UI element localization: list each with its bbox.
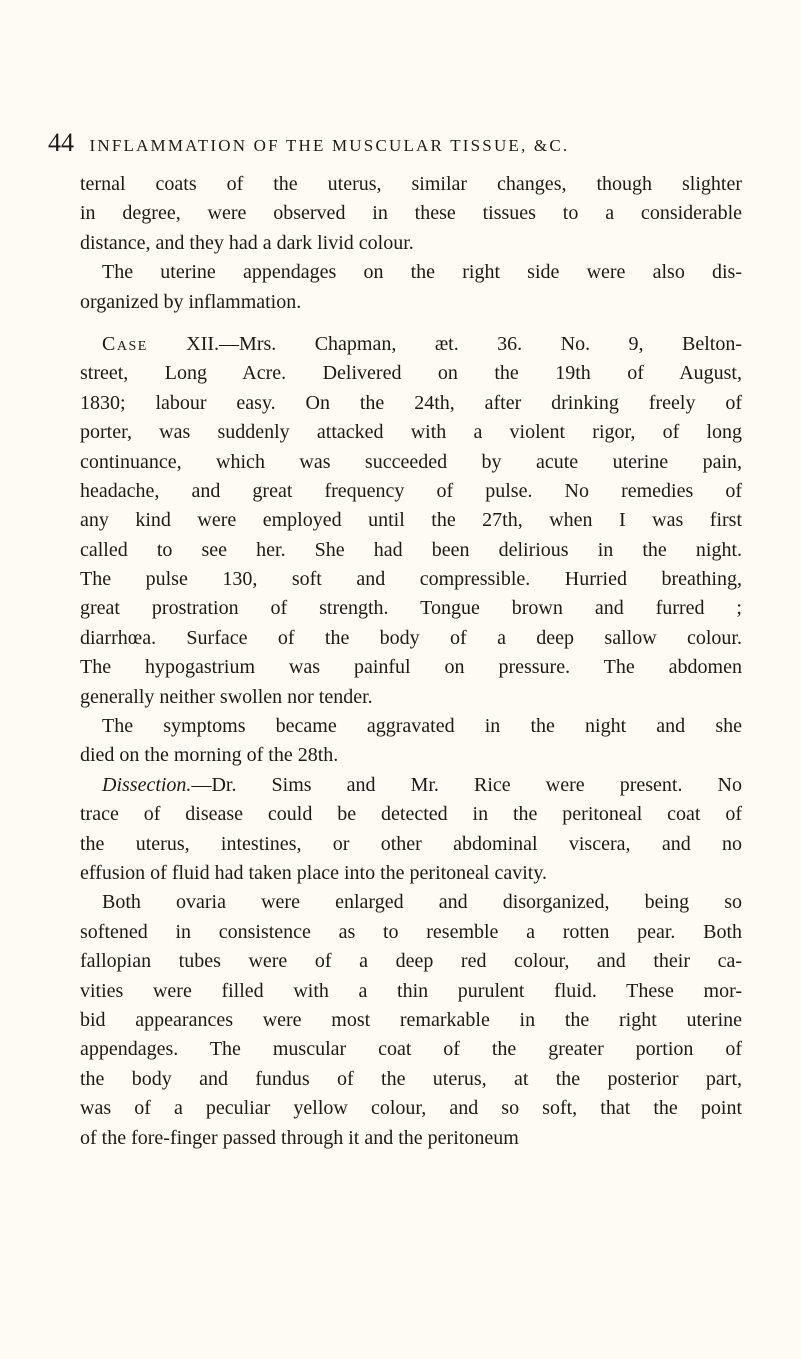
text-line: of the fore-finger passed through it and the peritoneum: [80, 1126, 519, 1149]
body-text: [80, 170, 742, 1153]
running-head: [48, 128, 768, 161]
text-line: fallopian tubes were of a deep red colour, and their ca-: [80, 950, 742, 973]
dissection-label: Dissection.: [102, 773, 192, 796]
text-line: softened in consistence as to resemble a rotten pear. Both: [80, 920, 742, 943]
page-number: 44: [48, 128, 74, 157]
text-line: was of a peculiar yellow colour, and so soft, that the point: [80, 1097, 742, 1120]
text-line: headache, and great frequency of pulse. No remedies of: [80, 479, 742, 502]
text-line: street, Long Acre. Delivered on the 19th of August,: [80, 362, 742, 385]
text-line: the body and fundus of the uterus, at the posterior part,: [80, 1067, 742, 1090]
text-line: generally neither swollen nor tender.: [80, 685, 373, 708]
text-line: diarrhœa. Surface of the body of a deep sallow colour.: [80, 626, 742, 649]
text-line: called to see her. She had been delirious in the night.: [80, 538, 742, 561]
text-line: organized by inflammation.: [80, 290, 302, 313]
text-line: appendages. The muscular coat of the greater portion of: [80, 1038, 742, 1061]
text-line: great prostration of strength. Tongue brown and furred ;: [80, 597, 742, 620]
text-line: vities were filled with a thin purulent fluid. These mor-: [80, 979, 742, 1002]
text-line: ternal coats of the uterus, similar changes, though slighter: [80, 173, 742, 195]
text-line: effusion of fluid had taken place into the peritoneal cavity.: [80, 861, 548, 884]
text-line: distance, and they had a dark livid colour.: [80, 231, 414, 254]
text-line: porter, was suddenly attacked with a violent rigor, of long: [80, 421, 742, 444]
text-line: the uterus, intestines, or other abdominal viscera, and no: [80, 832, 742, 855]
text-line: continuance, which was succeeded by acute uterine pain,: [80, 450, 742, 473]
text-line: died on the morning of the 28th.: [80, 744, 339, 767]
text-line: The hypogastrium was painful on pressure. The abdomen: [80, 656, 742, 679]
text-line: The symptoms became aggravated in the night and she: [102, 715, 742, 738]
text-line: 1830; labour easy. On the 24th, after drinking freely of: [80, 391, 742, 414]
text-line: bid appearances were most remarkable in the right uterine: [80, 1008, 742, 1031]
paragraph-gap: [80, 317, 742, 330]
dissection-heading-line: [80, 771, 742, 800]
dissection-heading-text: —Dr. Sims and Mr. Rice were present. No: [191, 773, 742, 796]
case-heading-line: [80, 330, 742, 359]
text-line: The pulse 130, soft and compressible. Hurried breathing,: [80, 568, 742, 591]
text-line: in degree, were observed in these tissues to a considerable: [80, 202, 742, 225]
running-title: INFLAMMATION OF THE MUSCULAR TISSUE, &C.: [89, 136, 570, 155]
text-line: Both ovaria were enlarged and disorganized, being so: [102, 891, 742, 914]
text-line: trace of disease could be detected in the peritoneal coat of: [80, 803, 742, 826]
case-label: Case: [102, 332, 148, 355]
text-line: The uterine appendages on the right side were also dis-: [102, 261, 742, 284]
text-line: any kind were employed until the 27th, when I was first: [80, 509, 742, 532]
case-heading-text: XII.—Mrs. Chapman, æt. 36. No. 9, Belton-: [186, 332, 742, 355]
